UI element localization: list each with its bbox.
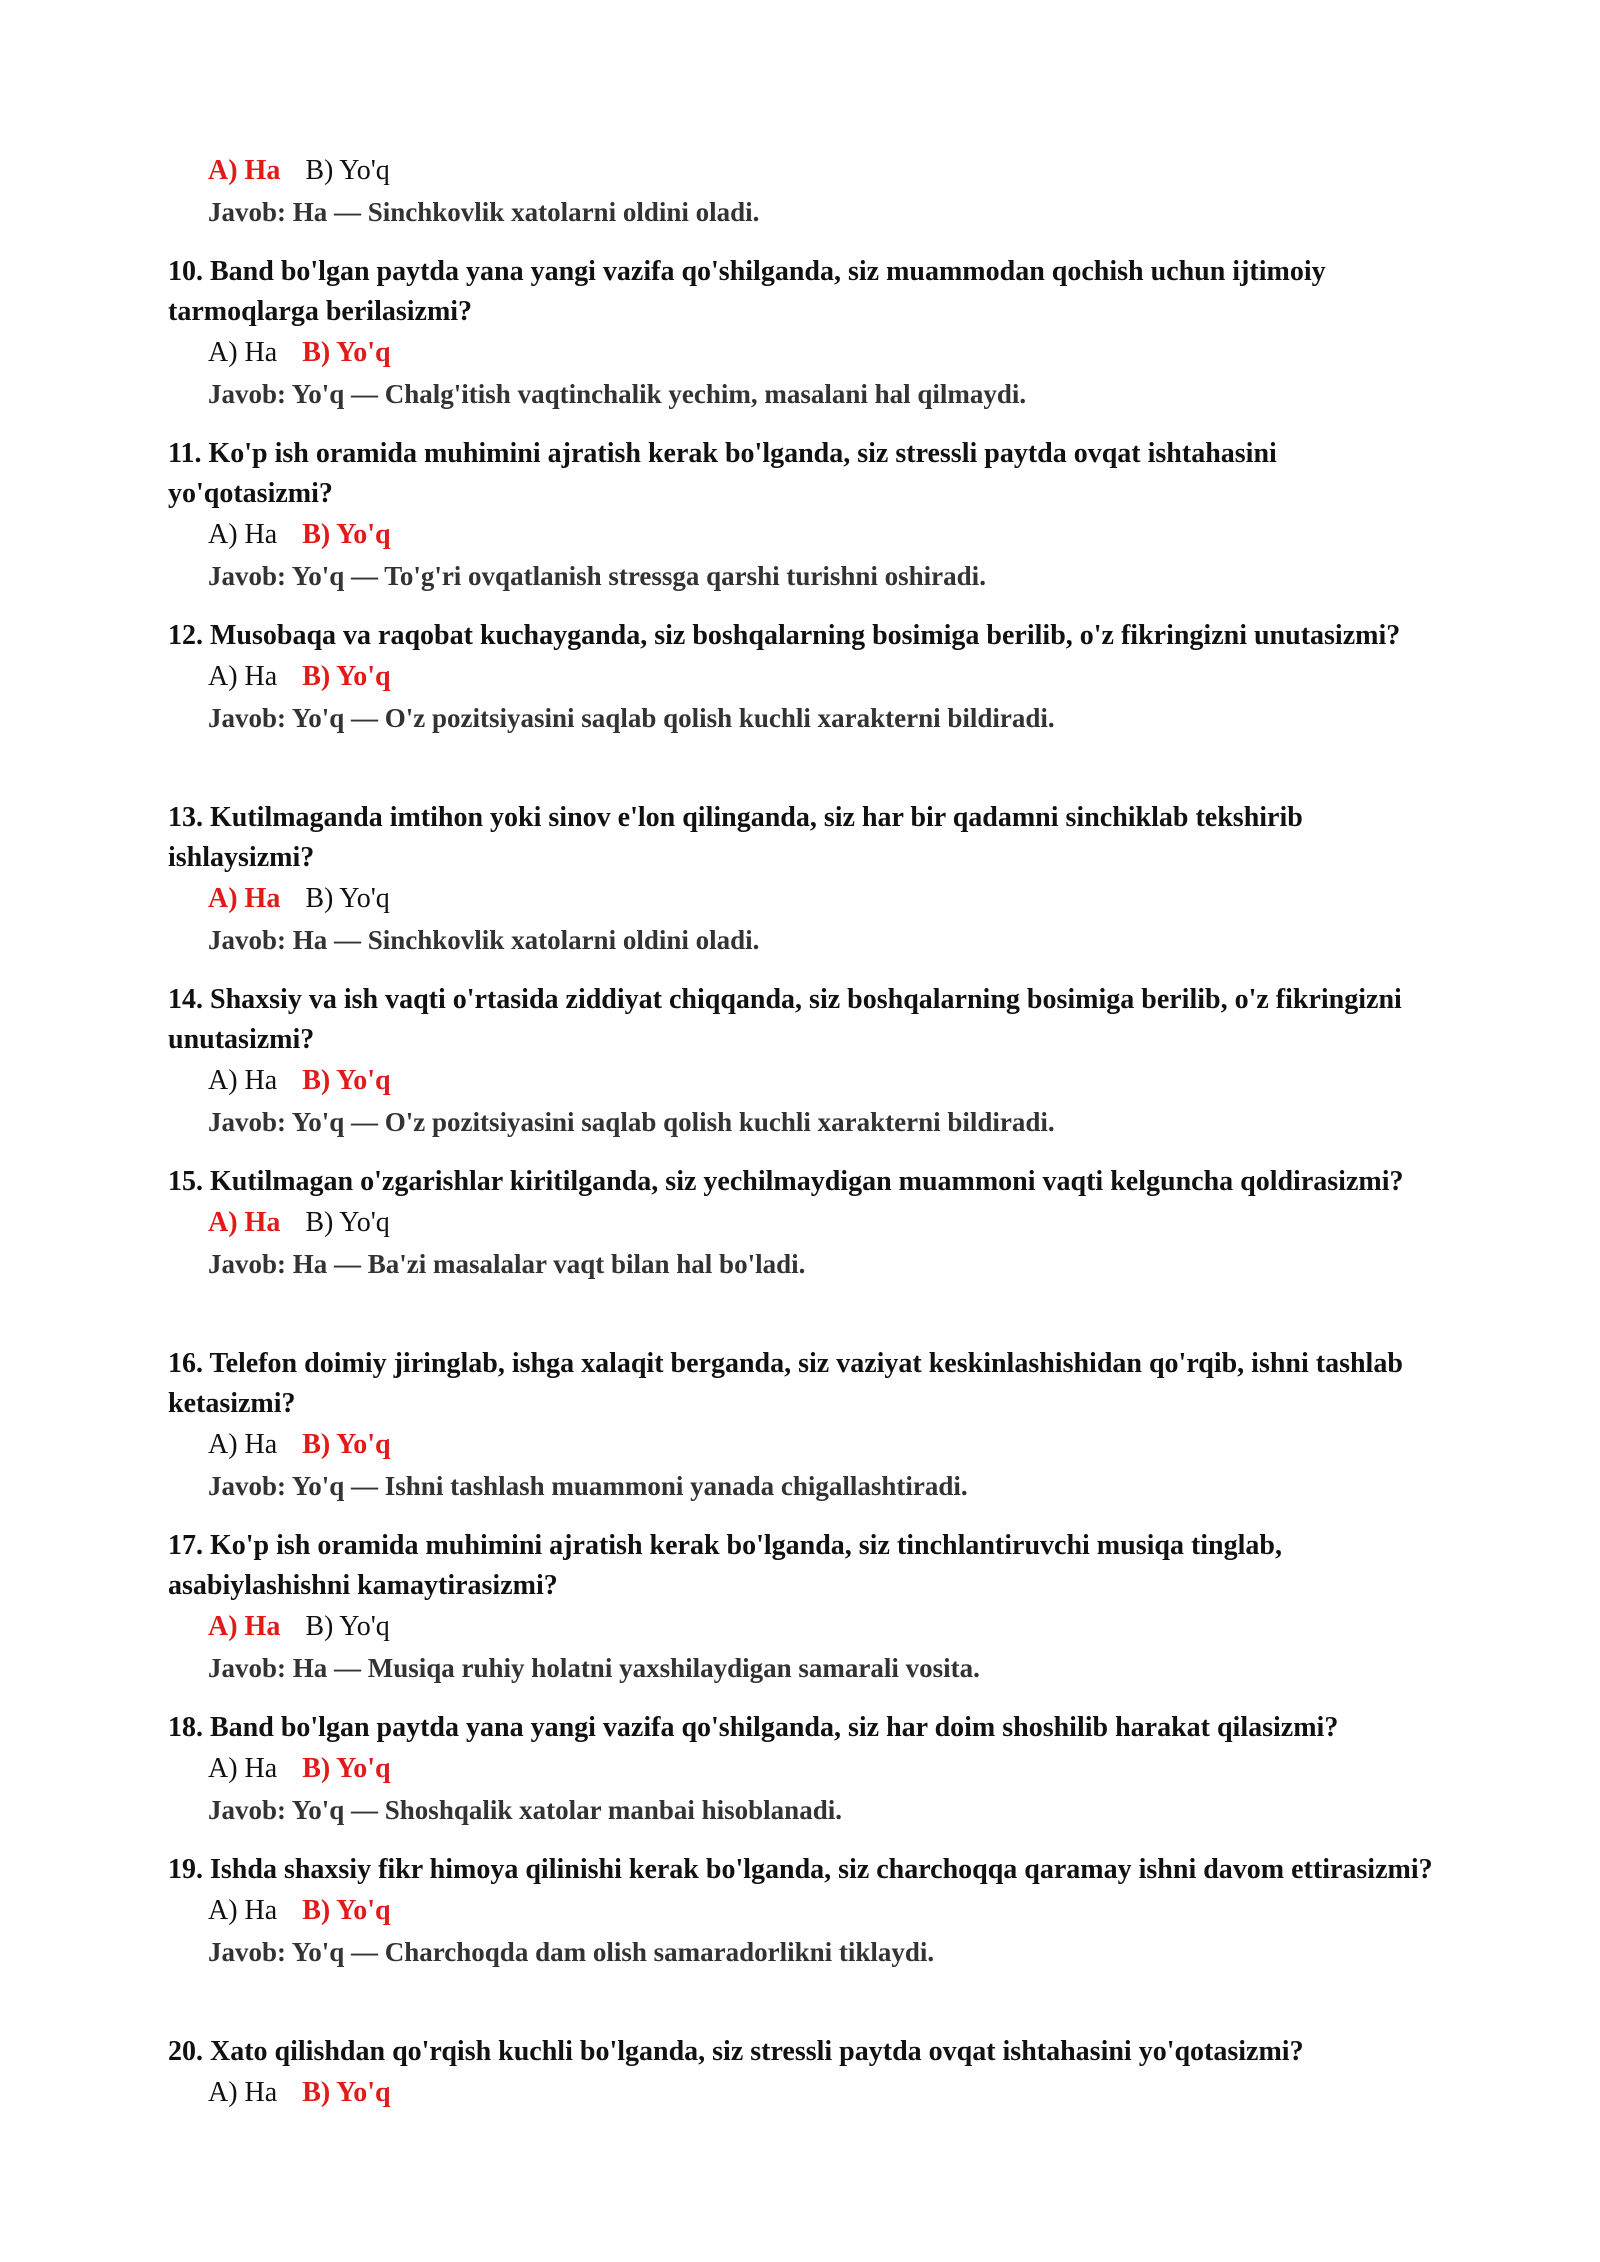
question-text: 11. Ko'p ish oramida muhimini ajratish kerak bo'lganda, siz stressli paytda ovqat ishtahasini yo'qotasizmi? (168, 438, 1277, 509)
question-text: 20. Xato qilishdan qo'rqish kuchli bo'lganda, siz stressli paytda ovqat ishtahasini yo'qotasizmi? (168, 2036, 1304, 2067)
question-text: 15. Kutilmagan o'zgarishlar kiritilganda, siz yechilmaydigan muammoni vaqti kelguncha qoldirasizmi? (168, 1166, 1404, 1197)
option-b: B) Yo'q (302, 337, 391, 368)
option-a: A) Ha (208, 1895, 278, 1926)
option-b: B) Yo'q (302, 1895, 391, 1926)
option-b: B) Yo'q (302, 661, 391, 692)
question-item-13 (168, 798, 1448, 960)
question-item-9 (168, 150, 1448, 232)
question-item-10 (168, 252, 1448, 414)
option-a: A) Ha (208, 661, 278, 692)
question-item-14 (168, 980, 1448, 1142)
option-a: A) Ha (208, 2077, 278, 2108)
answer-explanation: Javob: Yo'q — Ishni tashlash muammoni yanada chigallashtiradi. (208, 1471, 968, 1501)
question-text: 17. Ko'p ish oramida muhimini ajratish kerak bo'lganda, siz tinchlantiruvchi musiqa tinglab, asabiylashishni kamaytirasizmi? (168, 1530, 1282, 1601)
option-b: B) Yo'q (302, 1753, 391, 1784)
options-row (208, 1424, 1448, 1466)
options-row (208, 332, 1448, 374)
option-b: B) Yo'q (305, 155, 390, 186)
option-b: B) Yo'q (305, 1611, 390, 1642)
question-text: 16. Telefon doimiy jiringlab, ishga xalaqit berganda, siz vaziyat keskinlashishidan qo'rqib, ishni tashlab ketasizmi? (168, 1348, 1403, 1419)
option-b: B) Yo'q (302, 1429, 391, 1460)
answer-explanation: Javob: Yo'q — To'g'ri ovqatlanish stressga qarshi turishni oshiradi. (208, 561, 986, 591)
question-item-15 (168, 1162, 1448, 1284)
answer-explanation: Javob: Yo'q — Shoshqalik xatolar manbai hisoblanadi. (208, 1795, 842, 1825)
option-a: A) Ha (208, 1429, 278, 1460)
question-text: 18. Band bo'lgan paytda yana yangi vazifa qo'shilganda, siz har doim shoshilib harakat qilasizmi? (168, 1712, 1339, 1743)
options-row (208, 1060, 1448, 1102)
answer-explanation: Javob: Yo'q — Charchoqda dam olish samaradorlikni tiklaydi. (208, 1937, 935, 1967)
question-item-12 (168, 616, 1448, 738)
question-item-16 (168, 1344, 1448, 1506)
option-b: B) Yo'q (305, 883, 390, 914)
question-text: 10. Band bo'lgan paytda yana yangi vazifa qo'shilganda, siz muammodan qochish uchun ijtimoiy tarmoqlarga berilasizmi? (168, 256, 1326, 327)
option-a: A) Ha (208, 1753, 278, 1784)
option-a: A) Ha (208, 1065, 278, 1096)
option-b: B) Yo'q (302, 519, 391, 550)
options-row (208, 2072, 1448, 2114)
answer-explanation: Javob: Yo'q — Chalg'itish vaqtinchalik yechim, masalani hal qilmaydi. (208, 379, 1027, 409)
question-text: 14. Shaxsiy va ish vaqti o'rtasida ziddiyat chiqqanda, siz boshqalarning bosimiga berilib, o'z fikringizni unutasizmi? (168, 984, 1402, 1055)
question-item-20 (168, 2032, 1448, 2114)
options-row (208, 1202, 1448, 1244)
answer-explanation: Javob: Yo'q — O'z pozitsiyasini saqlab qolish kuchli xarakterni bildiradi. (208, 1107, 1055, 1137)
option-b: B) Yo'q (305, 1207, 390, 1238)
option-a: A) Ha (208, 1611, 281, 1642)
answer-explanation: Javob: Ha — Sinchkovlik xatolarni oldini oladi. (208, 925, 760, 955)
question-text: 19. Ishda shaxsiy fikr himoya qilinishi kerak bo'lganda, siz charchoqqa qaramay ishni davom ettirasizmi? (168, 1854, 1433, 1885)
question-item-18 (168, 1708, 1448, 1830)
option-a: A) Ha (208, 519, 278, 550)
question-item-17 (168, 1526, 1448, 1688)
options-row (208, 150, 1448, 192)
option-a: A) Ha (208, 155, 281, 186)
options-row (208, 656, 1448, 698)
option-a: A) Ha (208, 883, 281, 914)
option-b: B) Yo'q (302, 1065, 391, 1096)
answer-explanation: Javob: Ha — Musiqa ruhiy holatni yaxshilaydigan samarali vosita. (208, 1653, 980, 1683)
option-a: A) Ha (208, 1207, 281, 1238)
question-text: 13. Kutilmaganda imtihon yoki sinov e'lon qilinganda, siz har bir qadamni sinchiklab tekshirib ishlaysizmi? (168, 802, 1303, 873)
options-row (208, 878, 1448, 920)
option-b: B) Yo'q (302, 2077, 391, 2108)
question-item-11 (168, 434, 1448, 596)
options-row (208, 1606, 1448, 1648)
question-text: 12. Musobaqa va raqobat kuchayganda, siz boshqalarning bosimiga berilib, o'z fikringizni unutasizmi? (168, 620, 1401, 651)
option-a: A) Ha (208, 337, 278, 368)
answer-explanation: Javob: Ha — Sinchkovlik xatolarni oldini oladi. (208, 197, 760, 227)
question-item-19 (168, 1850, 1448, 1972)
answer-explanation: Javob: Yo'q — O'z pozitsiyasini saqlab qolish kuchli xarakterni bildiradi. (208, 703, 1055, 733)
options-row (208, 1748, 1448, 1790)
options-row (208, 514, 1448, 556)
options-row (208, 1890, 1448, 1932)
answer-explanation: Javob: Ha — Ba'zi masalalar vaqt bilan hal bo'ladi. (208, 1249, 806, 1279)
